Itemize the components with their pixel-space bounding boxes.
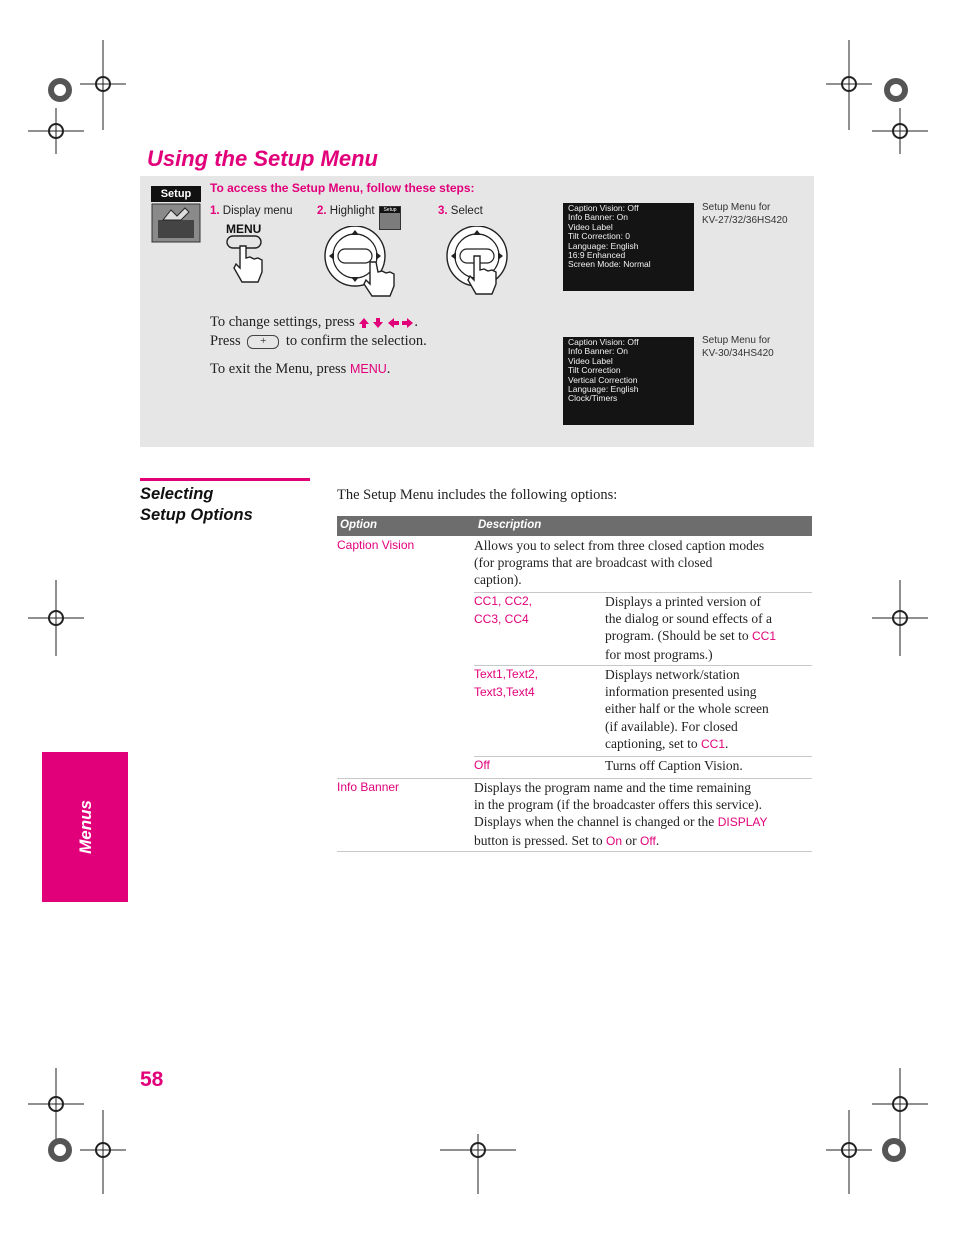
arrow-keys-icon	[358, 317, 414, 329]
side-tab-label: Menus	[76, 800, 95, 854]
text-modes-description: Displays network/station information presented using either half or the whole screen (if available). For closed captioning, set to CC1.	[605, 667, 769, 751]
crosshair-icon	[28, 580, 84, 656]
menu-button-press-icon	[224, 234, 270, 286]
steps-heading: To access the Setup Menu, follow these steps:	[210, 181, 475, 195]
toolbox-icon	[151, 202, 201, 244]
joystick-button-icon	[247, 335, 279, 349]
option-cc-modes: CC1, CC2, CC3, CC4	[474, 594, 533, 626]
section-rule	[140, 478, 310, 481]
setup-icon-label: Setup	[151, 186, 201, 202]
exit-menu-button: MENU	[349, 362, 387, 376]
section-title: Selecting Setup Options	[140, 485, 253, 524]
joystick-select-icon	[442, 226, 514, 298]
caption-vision-description: Allows you to select from three closed caption modes (for programs that are broadcast with closed caption).	[474, 538, 765, 588]
off-description: Turns off Caption Vision.	[605, 758, 743, 773]
joystick-move-icon	[320, 226, 402, 298]
screen-2-caption: Setup Menu for KV-30/34HS420	[702, 335, 774, 359]
option-info-banner: Info Banner	[337, 780, 400, 794]
crosshair-icon	[440, 1134, 516, 1194]
menu-button-label: MENU	[226, 222, 262, 236]
page-number: 58	[140, 1068, 164, 1091]
exit-text: To exit the Menu, press MENU.	[210, 361, 391, 377]
setup-screen-1: Caption Vision: Off Info Banner: On Video Label Tilt Correction: 0 Language: English 16:9 Enhanced Screen Mode: Normal	[563, 203, 694, 291]
step-3: 3. Select	[438, 205, 483, 217]
step-2: 2. Highlight	[317, 205, 375, 217]
setup-menu-icon	[151, 186, 201, 246]
change-settings-text: To change settings, press .	[210, 314, 419, 330]
highlight-setup-icon: Setup	[379, 206, 401, 230]
option-off: Off	[474, 758, 490, 772]
option-text-modes: Text1,Text2, Text3,Text4	[474, 667, 539, 699]
menus-side-tab	[42, 752, 128, 902]
setup-screen-2: Caption Vision: Off Info Banner: On Video Label Tilt Correction Vertical Correction Language: English Clock/Timers	[563, 337, 694, 425]
cc-modes-description: Displays a printed version of the dialog or sound effects of a program. (Should be set to CC1 for most programs.)	[605, 594, 776, 662]
page-title: Using the Setup Menu	[147, 146, 378, 171]
col-description: Description	[478, 519, 542, 531]
crosshair-icon	[28, 108, 84, 154]
crosshair-icon	[80, 1110, 126, 1194]
screen-1-caption: Setup Menu for KV-27/32/36HS420	[702, 202, 788, 226]
divider	[337, 851, 812, 852]
crosshair-icon	[872, 108, 928, 154]
section-intro: The Setup Menu includes the following options:	[337, 487, 618, 503]
crosshair-icon	[80, 40, 126, 130]
confirm-text: Press + to confirm the selection.	[210, 332, 427, 351]
step-1: 1. Display menu	[210, 205, 293, 217]
option-caption-vision: Caption Vision	[337, 538, 415, 552]
registration-mark-icon	[864, 1120, 924, 1180]
crosshair-icon	[872, 580, 928, 656]
col-option: Option	[340, 519, 378, 531]
table-header	[337, 516, 812, 536]
info-banner-description: Displays the program name and the time remaining in the program (if the broadcaster offers this service). Displays when the channel is changed or the DISPLAY button is pressed. Set to On or Off.	[474, 780, 768, 848]
